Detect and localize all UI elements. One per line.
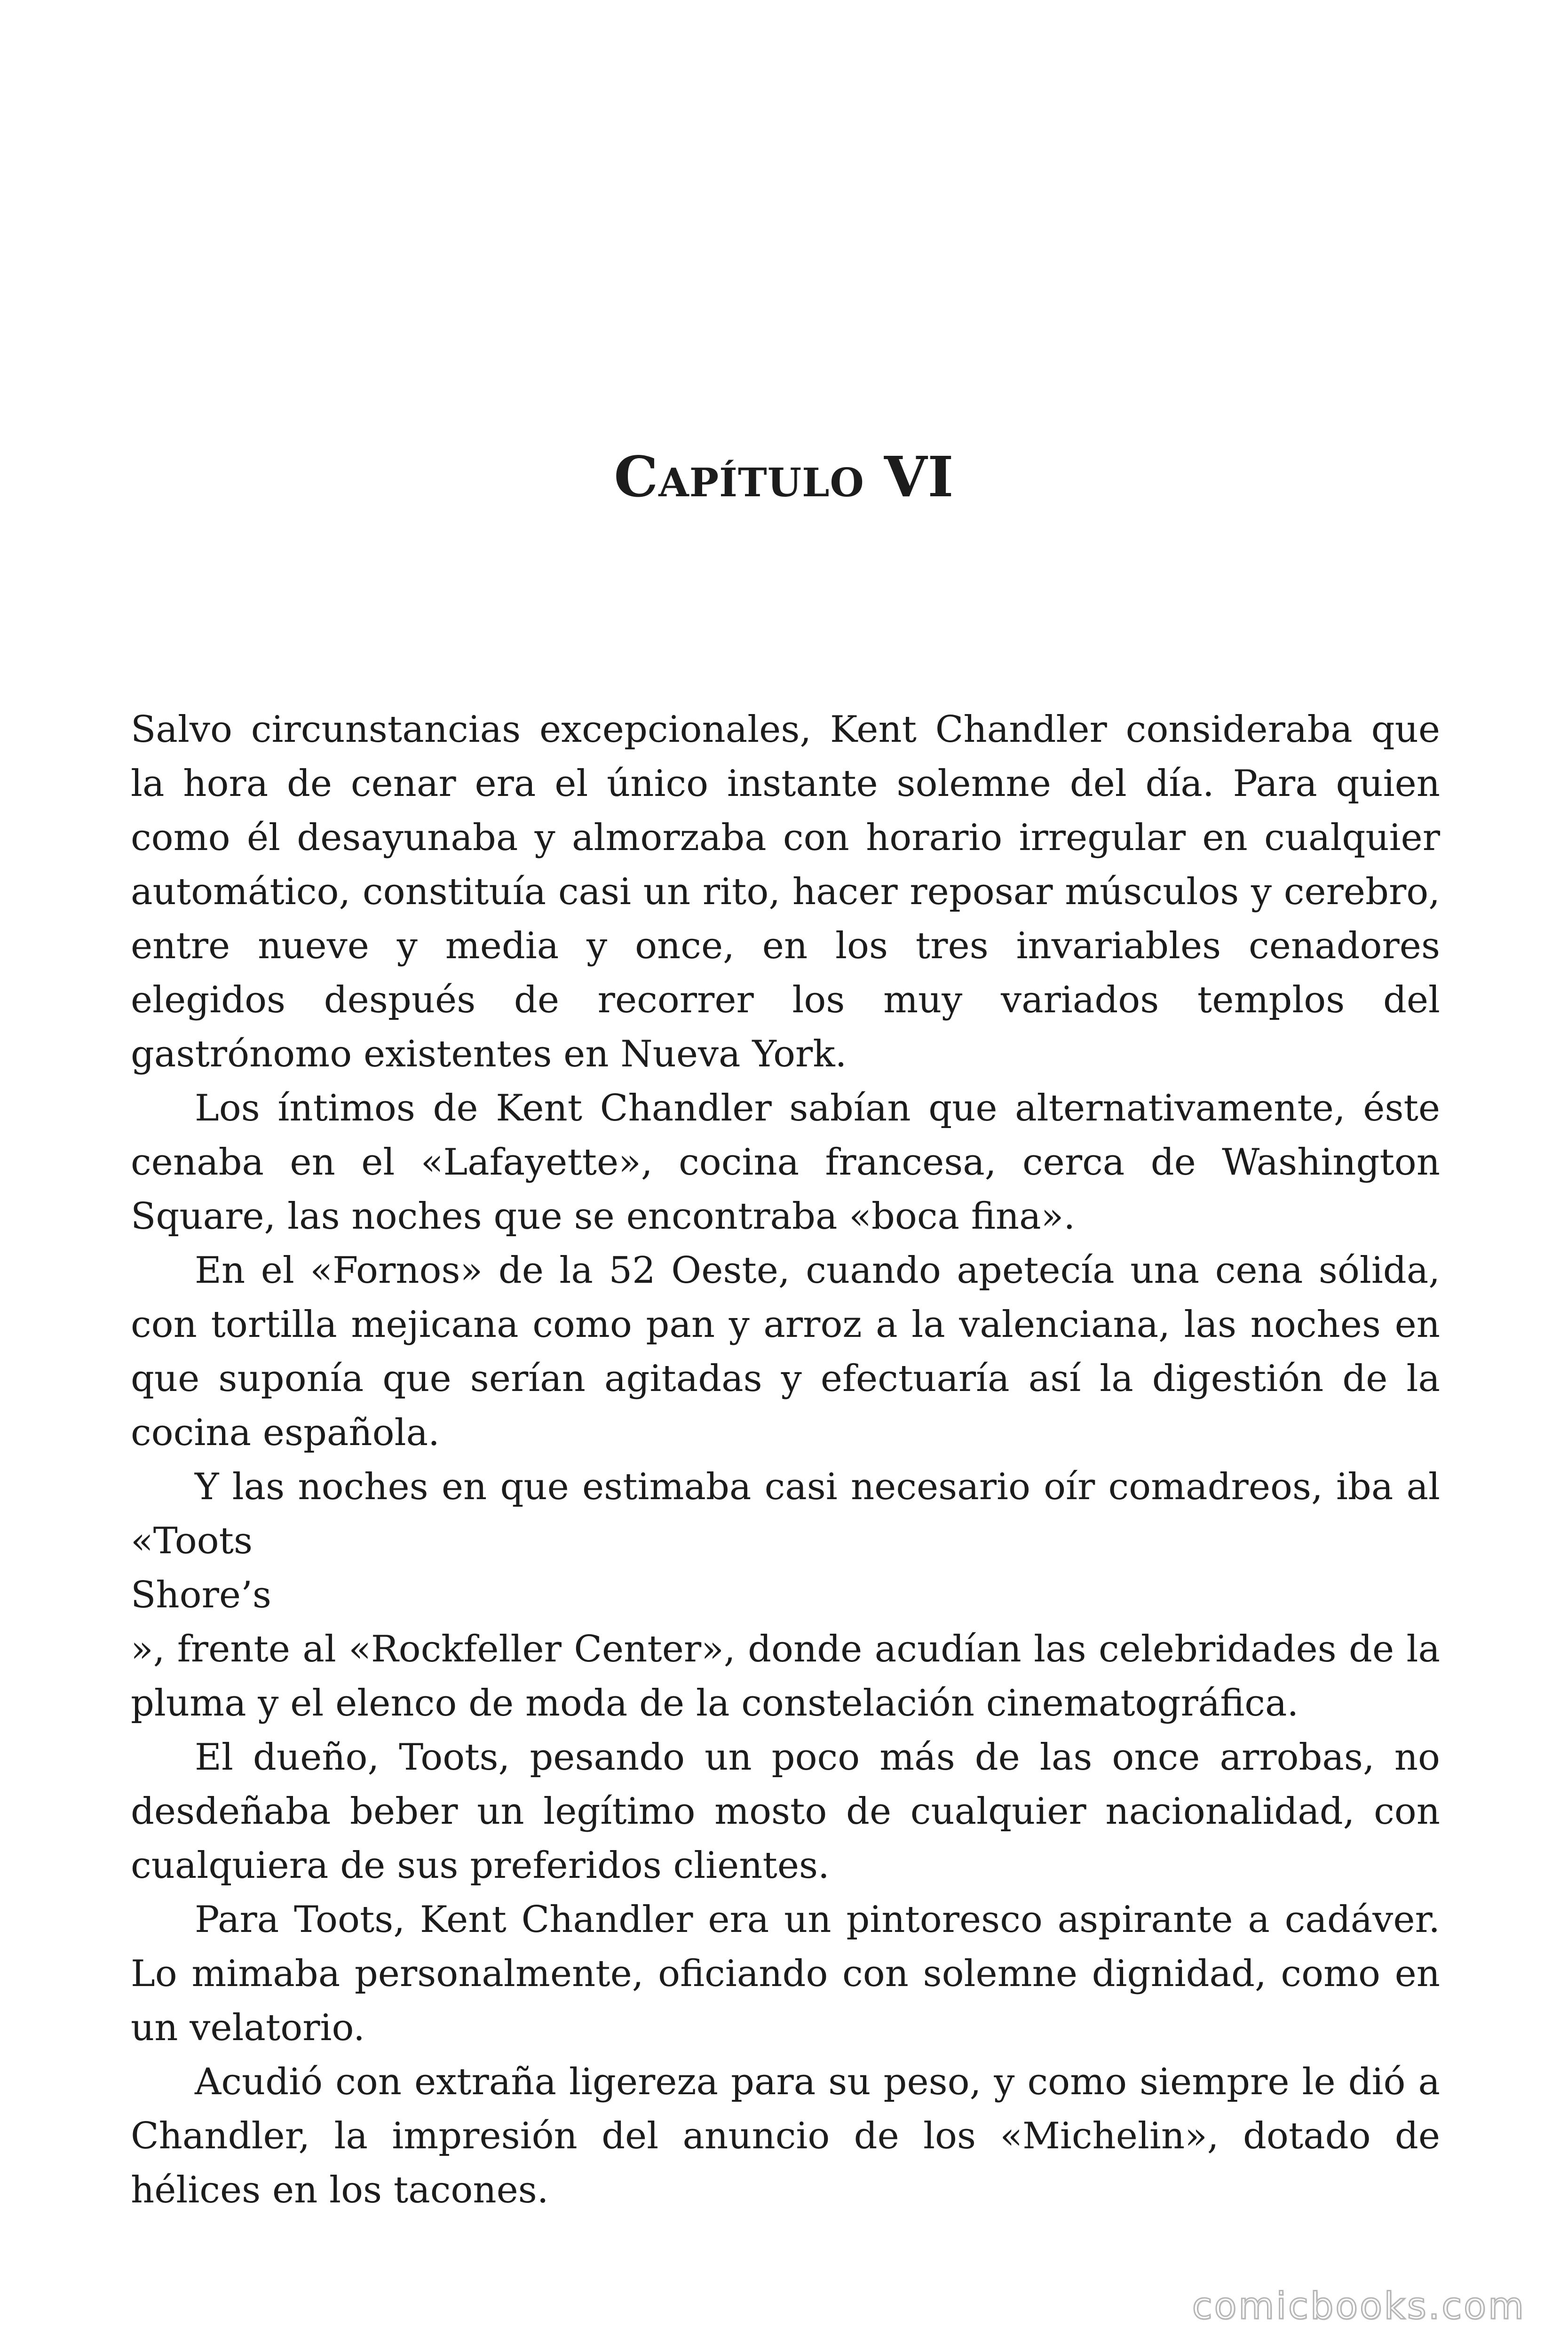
paragraph: En el «Fornos» de la 52 Oeste, cuando apetecía una cena sólida, con tortilla mejicana como pan y arroz a la valenciana, las noches en que suponía que serían agitadas y efectuaría así la digestión de la cocina española. <box>131 1249 1440 1454</box>
paragraph: Shore’s <box>131 1574 271 1616</box>
watermark: comicbooks.com <box>1192 2285 1526 2328</box>
paragraph: Para Toots, Kent Chandler era un pintoresco aspirante a cadáver. Lo mimaba personalmente, oficiando con solemne dignidad, como en un velatorio. <box>131 1899 1440 2049</box>
paragraph: Salvo circunstancias excepcionales, Kent Chandler consideraba que la hora de cenar era el único instante solemne del día. Para quien como él desayunaba y almorzaba con horario irregular en cualquier automático, constituía casi un rito, hacer reposar músculos y cerebro, entre nueve y media y once, en los tres invariables cenadores elegidos después de recorrer los muy variados templos del gastrónomo existentes en Nueva York. <box>131 708 1440 1075</box>
paragraph: Los íntimos de Kent Chandler sabían que alternativamente, éste cenaba en el «Lafayette», cocina francesa, cerca de Washington Square, las noches que se encontraba «boca fina». <box>131 1087 1440 1238</box>
paragraph: El dueño, Toots, pesando un poco más de las once arrobas, no desdeñaba beber un legítimo mosto de cualquier nacionalidad, con cualquiera de sus preferidos clientes. <box>131 1736 1440 1887</box>
paragraph: Acudió con extraña ligereza para su peso, y como siempre le dió a Chandler, la impresión del anuncio de los «Michelin», dotado de hélices en los tacones. <box>131 2061 1440 2211</box>
paragraph: », frente al «Rockfeller Center», donde acudían las celebridades de la pluma y el elenco de moda de la constelación cinematográfica. <box>131 1628 1440 1724</box>
chapter-title: Capítulo VI <box>614 444 954 509</box>
paragraph: Y las noches en que estimaba casi necesario oír comadreos, iba al «Toots <box>131 1466 1440 1562</box>
chapter-body <box>131 703 1440 2217</box>
